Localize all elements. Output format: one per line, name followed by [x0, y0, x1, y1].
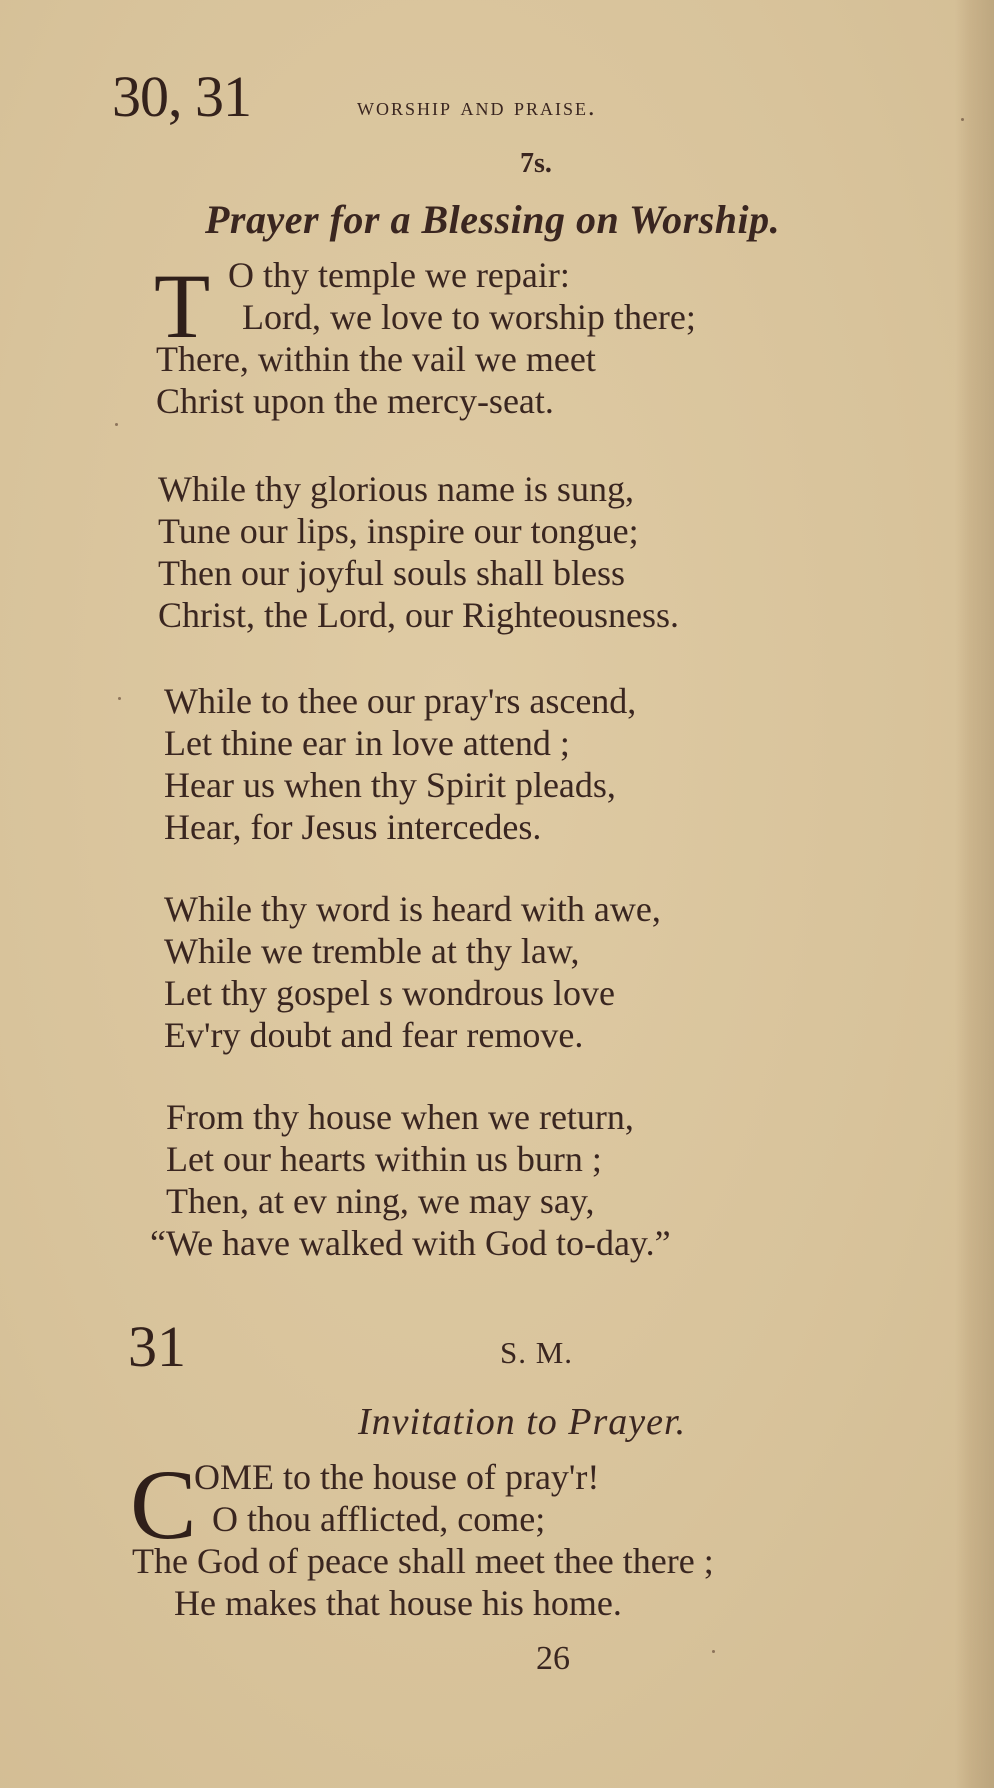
hymn-31-verse-1 [130, 1449, 714, 1624]
verse-line: While thy word is heard with awe, [164, 889, 661, 929]
verse-line: Let thy gospel s wondrous love [164, 973, 615, 1013]
hymn-30-verse-1 [156, 254, 696, 422]
verse-line: From thy house when we return, [166, 1097, 634, 1137]
verse-line: Hear us when thy Spirit pleads, [164, 765, 616, 805]
verse-line: Hear, for Jesus intercedes. [164, 807, 542, 847]
running-head [357, 92, 597, 122]
verse-line: Lord, we love to worship there; [242, 297, 696, 337]
verse-line: While thy glorious name is sung, [158, 469, 634, 509]
verse-line: Let our hearts within us burn ; [166, 1139, 602, 1179]
paper-speck [712, 1650, 715, 1653]
verse-line: While we tremble at thy law, [164, 931, 580, 971]
verse-line: Then, at ev ning, we may say, [166, 1181, 595, 1221]
hymn-30-drop-cap: T [154, 255, 211, 357]
verse-line: While to thee our pray'rs ascend, [164, 681, 637, 721]
hymn-30-meter: 7s. [520, 148, 552, 179]
hymn-numbers: 30, 31 [112, 64, 251, 129]
hymn-31-title: Invitation to Prayer. [358, 1401, 687, 1443]
page-number: 26 [536, 1640, 570, 1677]
hymn-30-title: Prayer for a Blessing on Worship. [205, 197, 781, 242]
verse-line: Then our joyful souls shall bless [158, 553, 625, 593]
hymn-30-verse-5 [150, 1096, 671, 1264]
verse-line: There, within the vail we meet [156, 339, 596, 379]
verse-line: The God of peace shall meet thee there ; [132, 1541, 714, 1581]
verse-line: Christ, the Lord, our Righteousness. [158, 595, 679, 635]
hymn-31-meter: S. M. [500, 1335, 574, 1370]
verse-line: He makes that house his home. [174, 1583, 622, 1623]
paper-speck [961, 118, 964, 121]
hymn-30-verse-4 [164, 888, 661, 1056]
verse-line: Tune our lips, inspire our tongue; [158, 511, 639, 551]
hymn-31-drop-cap: C [130, 1449, 197, 1560]
verse-line: O thy temple we repair: [228, 255, 570, 295]
verse-line: Christ upon the mercy-seat. [156, 381, 554, 421]
verse-line: “We have walked with God to-day.” [150, 1223, 671, 1263]
hymn-30-verse-2 [158, 468, 679, 636]
hymn-31-number: 31 [128, 1314, 186, 1379]
verse-line: OME to the house of pray'r! [194, 1457, 600, 1497]
hymn-30-verse-3 [164, 680, 636, 848]
running-head-text: worship and praise. [357, 92, 597, 121]
paper-speck [115, 423, 118, 426]
verse-line: Let thine ear in love attend ; [164, 723, 570, 763]
verse-line: Ev'ry doubt and fear remove. [164, 1015, 584, 1055]
verse-line: O thou afflicted, come; [212, 1499, 546, 1539]
paper-speck [118, 697, 121, 700]
